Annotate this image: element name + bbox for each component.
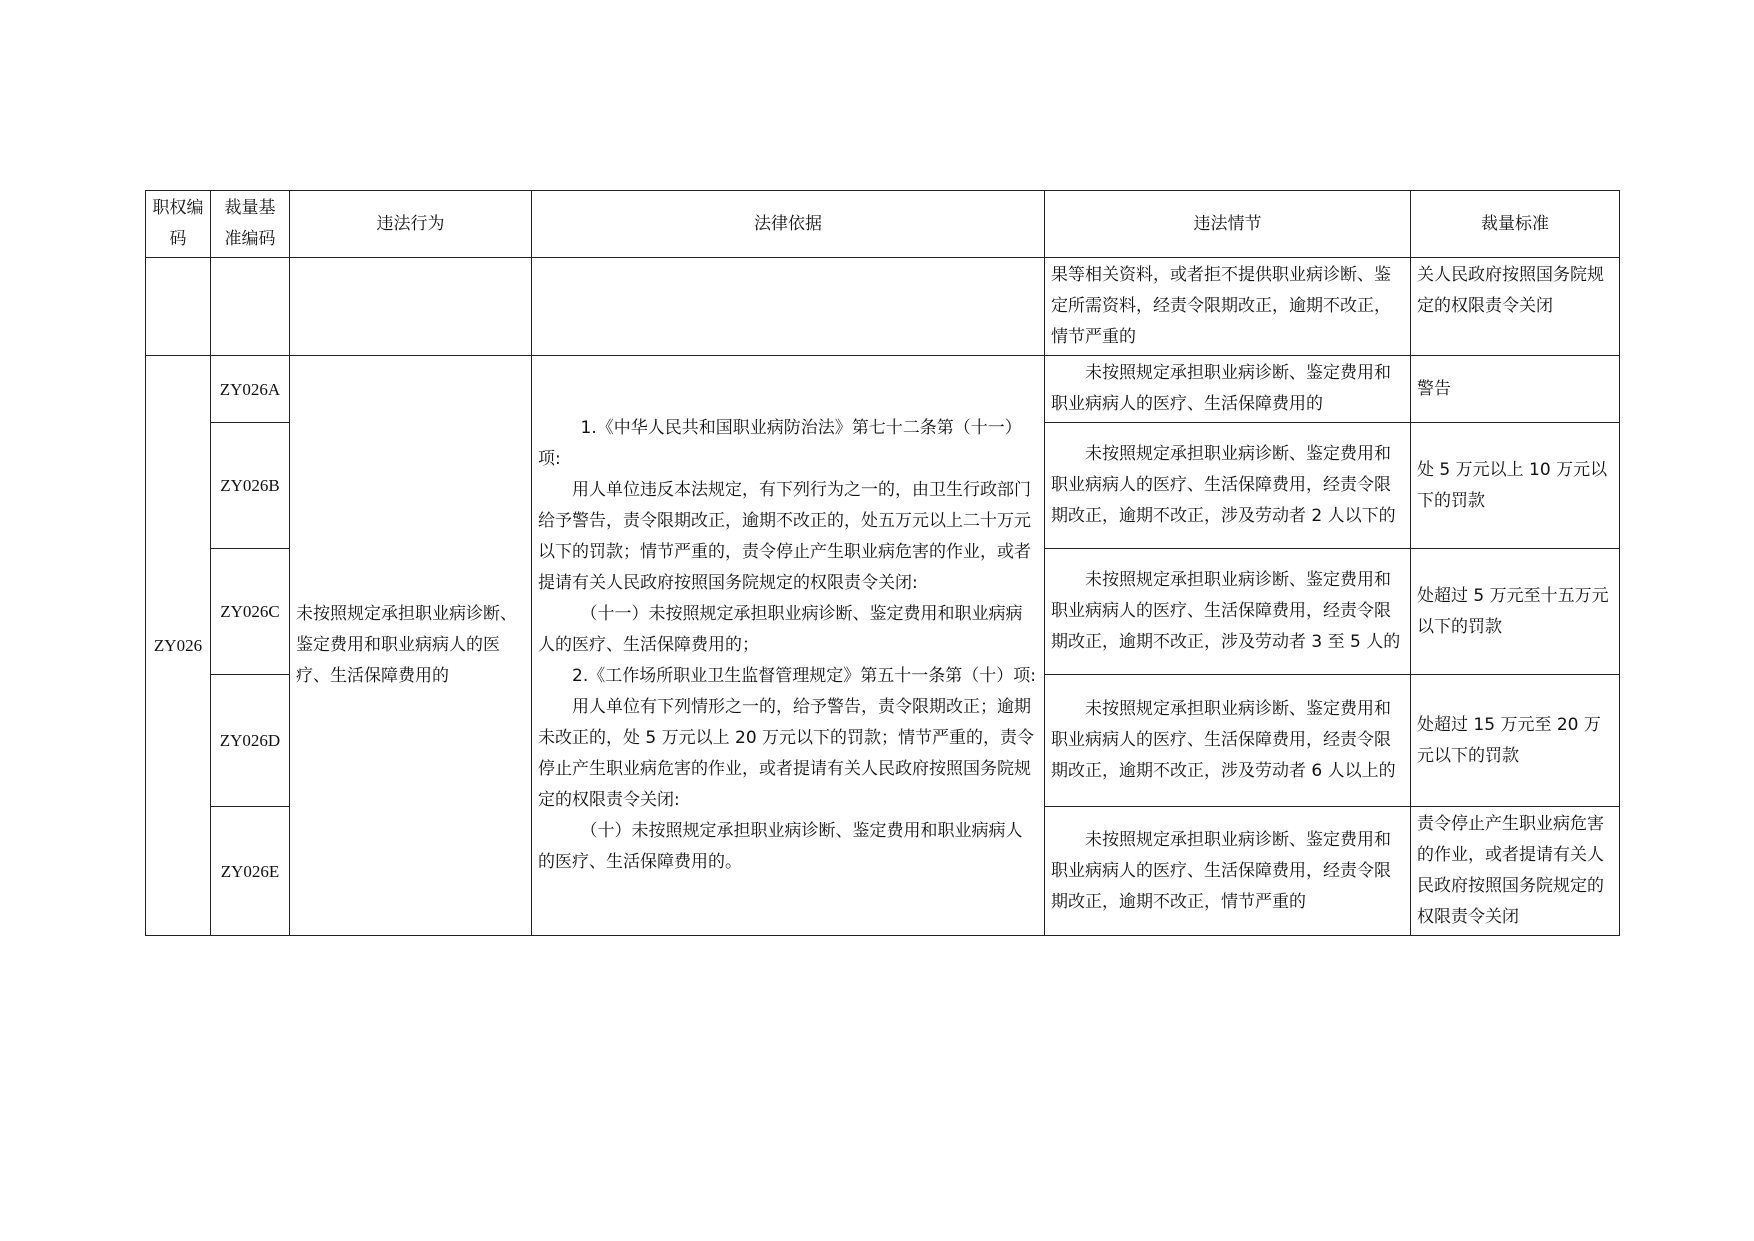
carryover-violation	[290, 258, 532, 356]
circumstance-cell: 未按照规定承担职业病诊断、鉴定费用和职业病病人的医疗、生活保障费用，经责令限期改正，逾期不改正，情节严重的	[1045, 807, 1411, 936]
carryover-standard: 关人民政府按照国务院规定的权限责令关闭	[1411, 258, 1620, 356]
benchmark-code-cell: ZY026B	[211, 423, 290, 549]
legal-basis-para: 用人单位有下列情形之一的，给予警告，责令限期改正；逾期未改正的，处 5 万元以上 20 万元以下的罚款；情节严重的，责令停止产生职业病危害的作业，或者提请有关人民政府按照国务院规定的权限责令关闭:	[538, 697, 1035, 810]
legal-basis-para: 2.《工作场所职业卫生监督管理规定》第五十一条第（十）项:	[572, 666, 1036, 686]
benchmark-code-cell: ZY026E	[211, 807, 290, 936]
circumstance-cell: 未按照规定承担职业病诊断、鉴定费用和职业病病人的医疗、生活保障费用的	[1045, 356, 1411, 423]
circumstance-cell: 未按照规定承担职业病诊断、鉴定费用和职业病病人的医疗、生活保障费用，经责令限期改正，逾期不改正，涉及劳动者 2 人以下的	[1045, 423, 1411, 549]
table-row	[146, 356, 1620, 423]
legal-basis-para: （十）未按照规定承担职业病诊断、鉴定费用和职业病病人的医疗、生活保障费用的。	[538, 821, 1023, 872]
violation-cell: 未按照规定承担职业病诊断、鉴定费用和职业病病人的医疗、生活保障费用的	[290, 356, 532, 936]
legal-basis-para: （十一）未按照规定承担职业病诊断、鉴定费用和职业病病人的医疗、生活保障费用的；	[538, 604, 1023, 655]
benchmark-code-cell: ZY026C	[211, 549, 290, 675]
legal-basis-cell	[532, 356, 1045, 936]
standard-cell: 处超过 15 万元至 20 万元以下的罚款	[1411, 675, 1620, 807]
header-standard: 裁量标准	[1411, 191, 1620, 258]
benchmark-code-cell: ZY026D	[211, 675, 290, 807]
circumstance-cell: 未按照规定承担职业病诊断、鉴定费用和职业病病人的医疗、生活保障费用，经责令限期改正，逾期不改正，涉及劳动者 6 人以上的	[1045, 675, 1411, 807]
standard-cell: 警告	[1411, 356, 1620, 423]
circumstance-cell: 未按照规定承担职业病诊断、鉴定费用和职业病病人的医疗、生活保障费用，经责令限期改正，逾期不改正，涉及劳动者 3 至 5 人的	[1045, 549, 1411, 675]
legal-basis-para: 用人单位违反本法规定，有下列行为之一的，由卫生行政部门给予警告，责令限期改正，逾期不改正的，处五万元以上二十万元以下的罚款；情节严重的，责令停止产生职业病危害的作业，或者提请有关人民政府按照国务院规定的权限责令关闭:	[538, 480, 1031, 593]
standard-cell: 责令停止产生职业病危害的作业，或者提请有关人民政府按照国务院规定的权限责令关闭	[1411, 807, 1620, 936]
power-code-cell: ZY026	[146, 356, 211, 936]
standard-cell: 处 5 万元以上 10 万元以下的罚款	[1411, 423, 1620, 549]
header-circumstance: 违法情节	[1045, 191, 1411, 258]
legal-basis-para: 1.《中华人民共和国职业病防治法》第七十二条第（十一）项:	[538, 418, 1022, 469]
header-row	[146, 191, 1620, 258]
header-power-code: 职权编码	[146, 191, 211, 258]
carryover-benchmark-code	[211, 258, 290, 356]
standard-cell: 处超过 5 万元至十五万元以下的罚款	[1411, 549, 1620, 675]
benchmark-code-cell: ZY026A	[211, 356, 290, 423]
carryover-power-code	[146, 258, 211, 356]
header-legal-basis: 法律依据	[532, 191, 1045, 258]
discretion-table	[145, 190, 1620, 936]
header-violation: 违法行为	[290, 191, 532, 258]
carryover-row	[146, 258, 1620, 356]
header-benchmark-code: 裁量基准编码	[211, 191, 290, 258]
carryover-legal-basis	[532, 258, 1045, 356]
carryover-circumstance: 果等相关资料，或者拒不提供职业病诊断、鉴定所需资料，经责令限期改正，逾期不改正，情节严重的	[1045, 258, 1411, 356]
